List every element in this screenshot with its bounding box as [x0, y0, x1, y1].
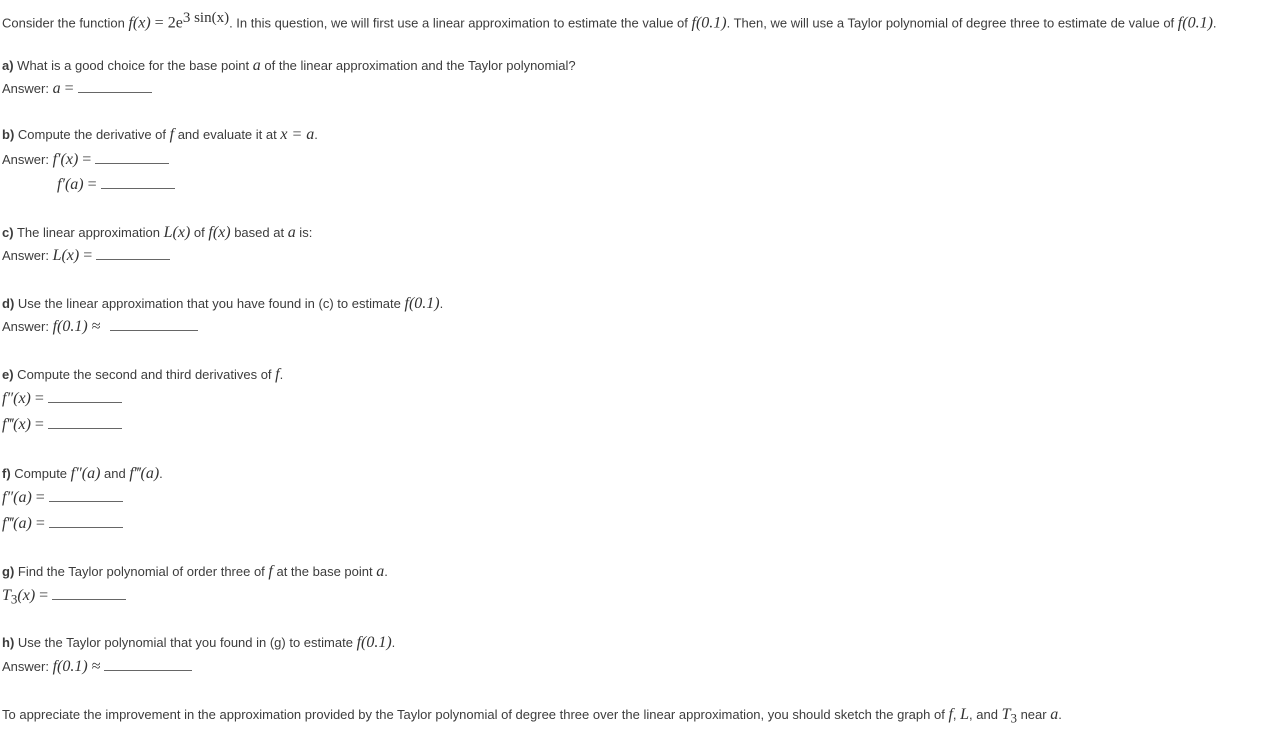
answer-b-row-2 — [57, 175, 175, 195]
math-f: f(0.1) — [356, 634, 392, 651]
answer-lhs: f(0.1) — [52, 318, 88, 335]
derivative-at-a-lhs: f′(a) — [57, 176, 84, 193]
question-text-end: . — [439, 296, 444, 311]
third-derivative-lhs: f‴(x) — [2, 416, 31, 433]
math-var: a — [252, 57, 261, 74]
part-label: a) — [2, 58, 14, 73]
third-derivative-at-a-lhs: f‴(a) — [2, 515, 32, 532]
answer-d-row — [2, 317, 198, 337]
answer-prefix: Answer: — [2, 659, 53, 674]
question-text-of: of — [190, 225, 209, 240]
math-L: L — [960, 706, 970, 723]
approx-sign: ≈ — [87, 318, 105, 335]
equals-sign: = — [150, 14, 168, 32]
taylor-T: T — [2, 587, 11, 604]
intro-text-middle-2: . Then, we will use a Taylor polynomial of degree three to estimate de value of — [726, 15, 1178, 31]
intro-end: . — [1212, 15, 1217, 31]
equals-sign: = — [60, 80, 78, 97]
answer-lhs: L(x) — [52, 247, 80, 264]
answer-a-row — [2, 79, 152, 99]
math-f: f(0.1) — [404, 295, 440, 312]
comma-and: , and — [969, 707, 1002, 722]
part-label: c) — [2, 225, 14, 240]
second-derivative-at-a-lhs: f″(a) — [2, 489, 32, 506]
function-exponent: 3 sin(x) — [182, 10, 230, 26]
question-text-end: . — [279, 367, 284, 382]
answer-b-row-1 — [2, 150, 169, 170]
function-lhs: f(x) — [128, 14, 151, 32]
answer-c-blank[interactable] — [96, 247, 170, 260]
approx-sign: ≈ — [87, 658, 105, 675]
question-text-end: . — [384, 564, 388, 579]
answer-e-third-derivative-blank[interactable] — [48, 416, 122, 429]
function-coefficient: 2e — [167, 14, 183, 32]
math-f: f — [948, 706, 953, 723]
answer-g-blank[interactable] — [52, 587, 126, 600]
question-f — [2, 464, 163, 484]
question-text-end: . — [391, 635, 396, 650]
outro-end: . — [1058, 707, 1062, 722]
math-var: a — [1050, 706, 1059, 723]
question-e — [2, 365, 283, 385]
answer-lhs: f(0.1) — [52, 658, 88, 675]
answer-e-row-2 — [2, 415, 122, 435]
question-text: Compute the derivative of — [14, 127, 170, 142]
intro-text: Consider the function — [2, 15, 129, 31]
question-g — [2, 562, 388, 582]
equals-sign: = — [31, 515, 49, 532]
f-of-point-one: f(0.1) — [691, 14, 727, 32]
question-text-and: and — [100, 466, 130, 481]
question-text-end: . — [314, 127, 318, 142]
math-second-derivative: f″(a) — [70, 465, 101, 482]
outro-near: near — [1016, 707, 1051, 722]
question-text-middle: at the base point — [272, 564, 377, 579]
part-label: f) — [2, 466, 11, 481]
answer-b-derivative-blank[interactable] — [95, 151, 169, 164]
equals-sign: = — [30, 390, 48, 407]
intro-text-middle: . In this question, we will first use a linear approximation to estimate the value of — [229, 15, 692, 31]
math-condition: x = a — [280, 126, 315, 143]
answer-prefix: Answer: — [2, 152, 53, 167]
math-var: a — [287, 224, 296, 241]
taylor-arg: (x) — [17, 587, 36, 604]
derivative-lhs: f′(x) — [52, 151, 79, 168]
part-label: d) — [2, 296, 15, 311]
equals-sign: = — [30, 416, 48, 433]
equals-sign: = — [35, 587, 53, 604]
math-f: f — [275, 366, 280, 383]
question-text-end: . — [159, 466, 163, 481]
question-text-middle: and evaluate it at — [174, 127, 281, 142]
equals-sign: = — [31, 489, 49, 506]
answer-h-row — [2, 657, 192, 677]
answer-g-row — [2, 586, 126, 610]
answer-e-row-1 — [2, 389, 122, 409]
answer-prefix: Answer: — [2, 248, 53, 263]
answer-f-row-2 — [2, 514, 123, 534]
answer-prefix: Answer: — [2, 81, 53, 96]
answer-h-blank[interactable] — [104, 658, 192, 671]
question-b — [2, 125, 318, 145]
answer-c-row — [2, 246, 170, 266]
math-var: a — [376, 563, 385, 580]
answer-f-second-derivative-blank[interactable] — [49, 489, 123, 502]
question-text: The linear approximation — [13, 225, 164, 240]
equals-sign: = — [83, 176, 101, 193]
question-text: Use the linear approximation that you have found in (c) to estimate — [14, 296, 405, 311]
math-third-derivative: f‴(a) — [129, 465, 160, 482]
answer-prefix: Answer: — [2, 319, 53, 334]
answer-d-blank[interactable] — [110, 318, 198, 331]
math-L: L(x) — [163, 224, 191, 241]
question-text-based: based at — [230, 225, 288, 240]
question-text: What is a good choice for the base point — [13, 58, 253, 73]
outro-text: To appreciate the improvement in the approximation provided by the Taylor polynomial of degree three over the linear approximation, you should sketch the graph of — [2, 707, 949, 722]
part-label: b) — [2, 127, 15, 142]
question-a — [2, 56, 576, 76]
math-var: f — [169, 126, 175, 143]
question-text: Use the Taylor polynomial that you found in (g) to estimate — [14, 635, 357, 650]
answer-f-third-derivative-blank[interactable] — [49, 515, 123, 528]
part-label: g) — [2, 564, 15, 579]
part-label: h) — [2, 635, 15, 650]
equals-sign: = — [79, 247, 97, 264]
question-text-end: of the linear approximation and the Taylor polynomial? — [260, 58, 576, 73]
second-derivative-lhs: f″(x) — [2, 390, 31, 407]
answer-e-second-derivative-blank[interactable] — [48, 390, 122, 403]
math-T-subscript: 3 — [1010, 710, 1017, 726]
answer-a-blank[interactable] — [78, 80, 152, 93]
taylor-subscript: 3 — [10, 591, 18, 607]
answer-b-derivative-at-a-blank[interactable] — [101, 176, 175, 189]
intro-paragraph — [2, 8, 1217, 33]
question-c — [2, 223, 312, 243]
answer-lhs: a — [52, 80, 61, 97]
question-text: Compute — [10, 466, 71, 481]
math-T: T — [1001, 706, 1011, 723]
outro-paragraph — [2, 705, 1062, 729]
question-text-end: is: — [295, 225, 313, 240]
math-f: f — [268, 563, 273, 580]
question-d — [2, 294, 443, 314]
f-of-point-one-2: f(0.1) — [1177, 14, 1213, 32]
math-f: f(x) — [208, 224, 231, 241]
part-label: e) — [2, 367, 14, 382]
comma: , — [952, 707, 961, 722]
answer-f-row-1 — [2, 488, 123, 508]
question-text: Compute the second and third derivatives of — [13, 367, 276, 382]
equals-sign: = — [78, 151, 96, 168]
question-text: Find the Taylor polynomial of order three of — [14, 564, 269, 579]
question-h — [2, 633, 395, 653]
